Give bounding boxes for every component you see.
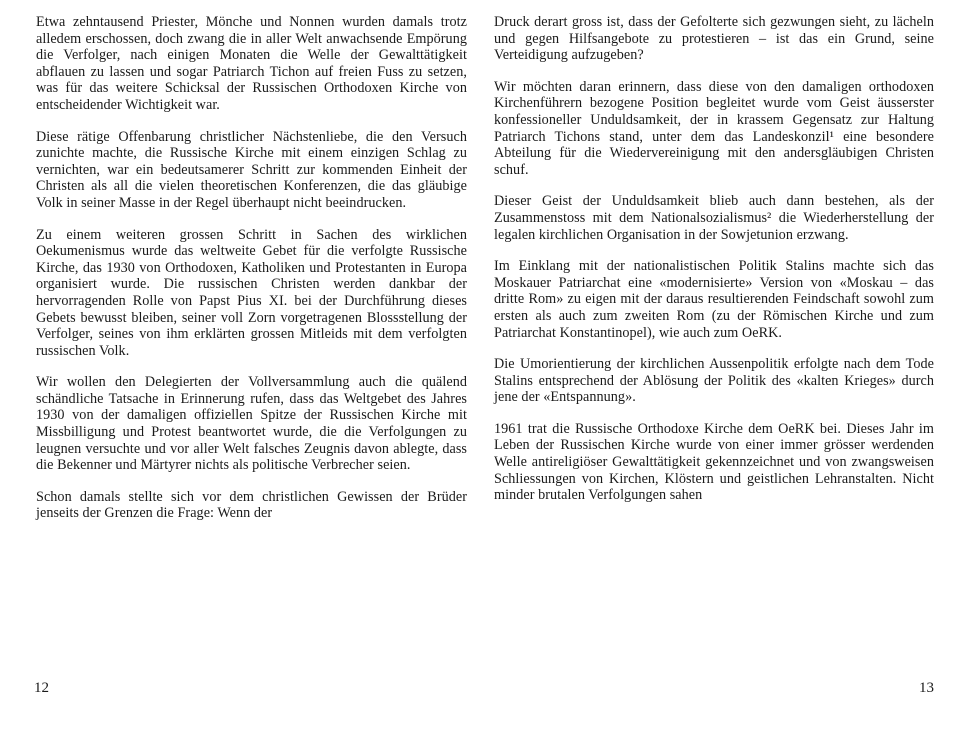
paragraph: Dieser Geist der Unduldsamkeit blieb auch dann bestehen, als der Zusammenstoss mit dem Nationalsozialismus² die Wiederherstellung der legalen kirchlichen Organisation in der Sowjetunion erzwang. (494, 193, 934, 243)
paragraph: Die Umorientierung der kirchlichen Aussenpolitik erfolgte nach dem Tode Stalins entsprechend der Ablösung der Politik des «kalten Krieges» durch jene der «Entspannung». (494, 356, 934, 406)
page-number-left: 12 (34, 680, 49, 696)
paragraph: Im Einklang mit der nationalistischen Politik Stalins machte sich das Moskauer Patriarchat eine «modernisierte» Version von «Moskau – das dritte Rom» zu eigen mit der daraus resultierenden Feindschaft sowohl zum ersten als auch zum zweiten Rom (zu der Römischen Kirche und zum Patriarchat Konstantinopel), wie auch zum OeRK. (494, 258, 934, 341)
right-text-column (494, 14, 934, 519)
left-text-column (36, 14, 467, 537)
paragraph: Zu einem weiteren grossen Schritt in Sachen des wirklichen Oekumenismus wurde das weltweite Gebet für die verfolgte Russische Kirche, das 1930 von Orthodoxen, Katholiken und Protestanten in Europa organisiert wurde. Die russischen Christen werden dankbar der hervorragenden Rolle von Papst Pius XI. bei der Durchführung dieses Gebets bewusst bleiben, seiner voll Zorn vorgetragenen Blossstellung der Verfolger, seines von ihm erklärten grossen Mitleids mit dem verfolgten russischen Volk. (36, 226, 467, 359)
right-page (478, 0, 956, 730)
paragraph: Schon damals stellte sich vor dem christlichen Gewissen der Brüder jenseits der Grenzen die Frage: Wenn der (36, 488, 467, 522)
paragraph: Wir wollen den Delegierten der Vollversammlung auch die quälend schändliche Tatsache in Erinnerung rufen, dass das Weltgebet des Jahres 1930 von der damaligen offiziellen Spitze der Russischen Kirche mit Missbilligung und Protest beantwortet wurde, die die Verfolgungen zu leugnen versuchte und vor aller Welt falsches Zeugnis davon ablegte, dass die Bekenner und Märtyrer nichts als politische Verbrecher seien. (36, 374, 467, 474)
paragraph: 1961 trat die Russische Orthodoxe Kirche dem OeRK bei. Dieses Jahr im Leben der Russischen Kirche wurde von einer immer grösser werdenden Welle antireligiöser Gewalttätigkeit gekennzeichnet und von zwangsweisen Schliessungen von Kirchen, Klöstern und geistlichen Lehranstalten. Nicht minder brutalen Verfolgungen sahen (494, 420, 934, 504)
paragraph: Diese rätige Offenbarung christlicher Nächstenliebe, die den Versuch zunichte machte, die Russische Kirche mit einem einzigen Schlag zu vernichten, war ein bedeutsamerer Schritt zur kommenden Einheit der Christen als all die vielen theoretischen Konferenzen, die das gläubige Volk in seiner Masse in der Regel überhaupt nicht beeindrucken. (36, 128, 467, 211)
paragraph: Etwa zehntausend Priester, Mönche und Nonnen wurden damals trotz alledem erschossen, doch zwang die in aller Welt anwachsende Empörung die Verfolger, nach einigen Monaten die Welle der Gewalttätigkeit abflauen zu lassen und sogar Patriarch Tichon auf freien Fuss zu setzen, was für das weitere Schicksal der Russischen Orthodoxen Kirche von entscheidender Wichtigkeit war. (36, 14, 467, 113)
paragraph: Wir möchten daran erinnern, dass diese von den damaligen orthodoxen Kirchenführern bezogene Position begleitet wurde vom Geist äusserster konfessioneller Unduldsamkeit, der in krassem Gegensatz zur Haltung Patriarch Tichons stand, unter dem das Landeskonzil¹ eine besondere Abteilung für die Wiedervereinigung mit den andersgläubigen Christen schuf. (494, 78, 934, 178)
paragraph: Druck derart gross ist, dass der Gefolterte sich gezwungen sieht, zu lächeln und gegen Hilfsangebote zu protestieren – ist das ein Grund, seine Verteidigung aufzugeben? (494, 14, 934, 64)
page-number-right: 13 (919, 680, 934, 696)
